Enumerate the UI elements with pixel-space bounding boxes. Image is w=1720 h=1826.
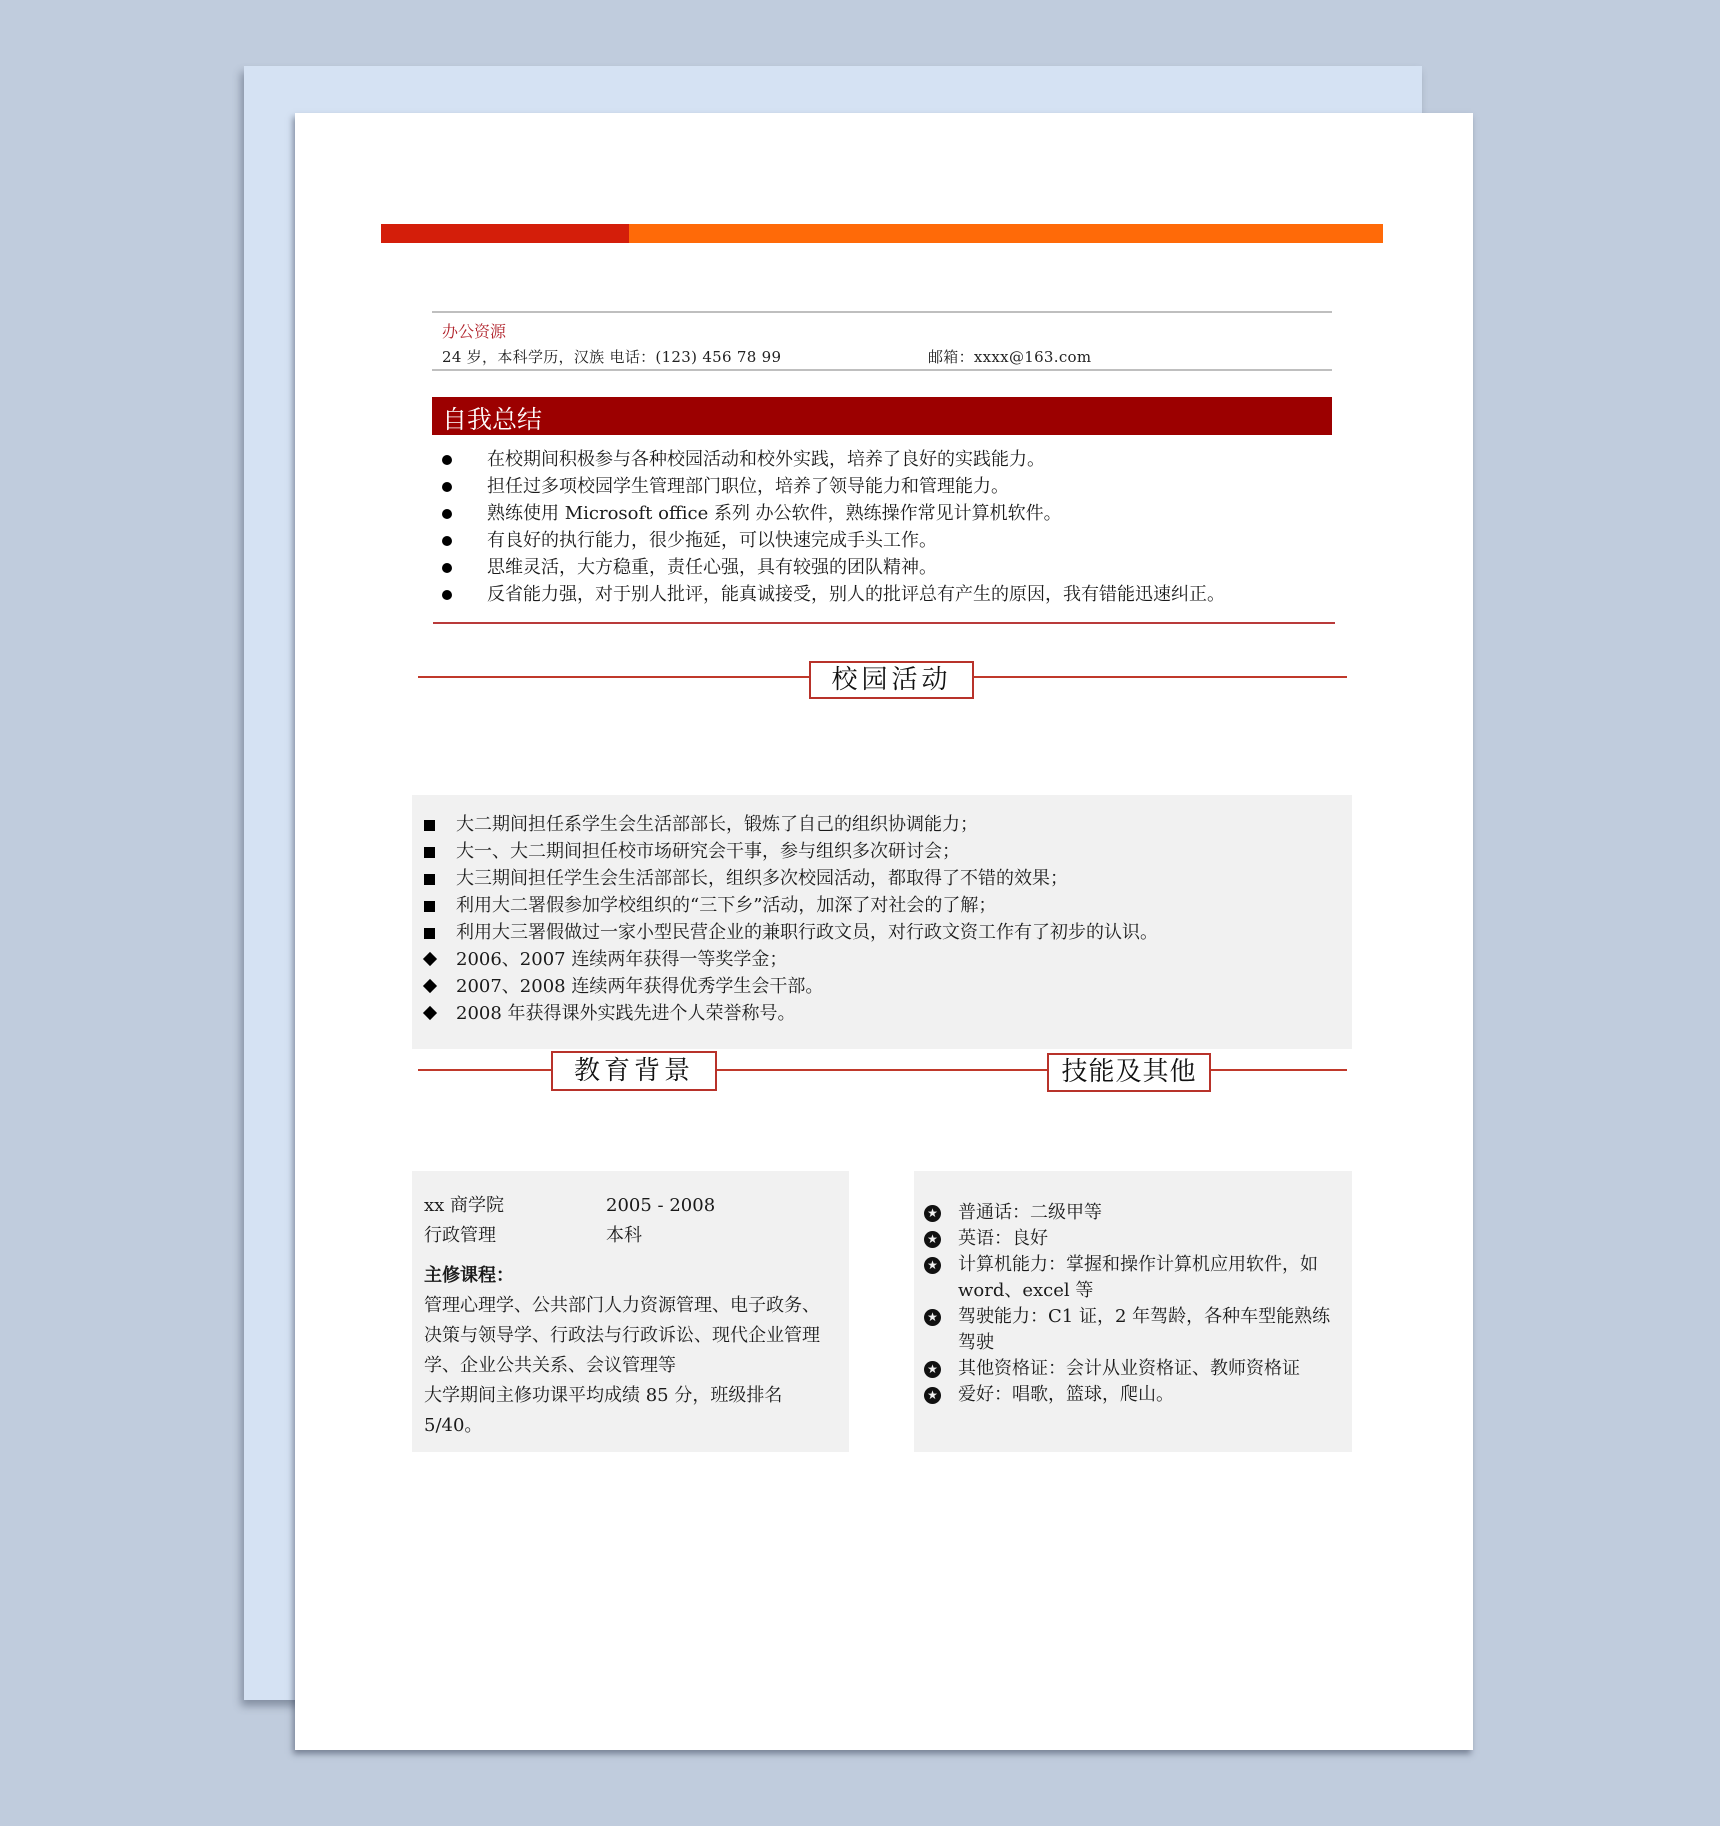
bullet-dot-icon xyxy=(442,536,452,546)
bullet-dot-icon xyxy=(442,509,452,519)
star-bullet-icon: ★ xyxy=(924,1309,941,1326)
square-bullet-icon xyxy=(424,820,435,831)
email-info: 邮箱：xxxx@163.com xyxy=(928,348,1092,366)
list-item: ★ 计算机能力：掌握和操作计算机应用软件，如 word、excel 等 xyxy=(914,1252,1344,1304)
summary-title-bar xyxy=(432,397,1332,435)
summary-title: 自我总结 xyxy=(442,405,543,434)
resume-page xyxy=(295,113,1473,1750)
edu-school-row xyxy=(424,1191,844,1221)
star-bullet-icon: ★ xyxy=(924,1205,941,1222)
courses-label: 主修课程： xyxy=(424,1265,514,1286)
list-item: 2006、2007 连续两年获得一等奖学金； xyxy=(412,946,1352,973)
list-item: ★ 英语：良好 xyxy=(914,1226,1344,1252)
school-years: 2005 - 2008 xyxy=(606,1195,716,1216)
major-name: 行政管理 xyxy=(424,1225,496,1246)
diamond-bullet-icon xyxy=(423,952,437,966)
bullet-dot-icon xyxy=(442,590,452,600)
skills-panel xyxy=(914,1171,1352,1452)
skills-section-tag xyxy=(1047,1053,1211,1092)
square-bullet-icon xyxy=(424,847,435,858)
summary-list xyxy=(441,446,1341,608)
grade-text: 大学期间主修功课平均成绩 85 分，班级排名 5/40。 xyxy=(424,1385,783,1436)
education-section-tag xyxy=(551,1051,717,1091)
list-item: ★ 爱好：唱歌，篮球，爬山。 xyxy=(914,1382,1344,1408)
list-item: 在校期间积极参与各种校园活动和校外实践，培养了良好的实践能力。 xyxy=(441,446,1341,473)
header-bottom-rule xyxy=(432,369,1332,371)
courses-text: 管理心理学、公共部门人力资源管理、电子政务、决策与领导学、行政法与行政诉讼、现代企业管理学、企业公共关系、会议管理等 xyxy=(424,1295,820,1376)
bullet-dot-icon xyxy=(442,455,452,465)
list-item: ★ 其他资格证：会计从业资格证、教师资格证 xyxy=(914,1356,1344,1382)
degree: 本科 xyxy=(606,1225,642,1246)
list-item: 反省能力强，对于别人批评，能真诚接受，别人的批评总有产生的原因，我有错能迅速纠正。 xyxy=(441,581,1341,608)
diamond-bullet-icon xyxy=(423,979,437,993)
star-bullet-icon: ★ xyxy=(924,1361,941,1378)
list-item: ★ 普通话：二级甲等 xyxy=(914,1200,1344,1226)
star-bullet-icon: ★ xyxy=(924,1257,941,1274)
list-item: 有良好的执行能力，很少拖延，可以快速完成手头工作。 xyxy=(441,527,1341,554)
skills-section-title: 技能及其他 xyxy=(1061,1057,1197,1087)
diamond-bullet-icon xyxy=(423,1006,437,1020)
campus-section-title: 校园活动 xyxy=(831,665,952,695)
list-item: 2008 年获得课外实践先进个人荣誉称号。 xyxy=(412,1000,1352,1027)
list-item: 思维灵活，大方稳重，责任心强，具有较强的团队精神。 xyxy=(441,554,1341,581)
education-section-title: 教育背景 xyxy=(573,1056,694,1086)
top-accent-bar-red xyxy=(381,224,629,243)
square-bullet-icon xyxy=(424,874,435,885)
bullet-dot-icon xyxy=(442,563,452,573)
list-item: 担任过多项校园学生管理部门职位，培养了领导能力和管理能力。 xyxy=(441,473,1341,500)
campus-activities-panel xyxy=(412,795,1352,1049)
square-bullet-icon xyxy=(424,901,435,912)
star-bullet-icon: ★ xyxy=(924,1387,941,1404)
list-item: 利用大三署假做过一家小型民营企业的兼职行政文员，对行政文资工作有了初步的认识。 xyxy=(412,919,1352,946)
list-item: ★ 驾驶能力：C1 证，2 年驾龄，各种车型能熟练驾驶 xyxy=(914,1304,1344,1356)
header-top-rule xyxy=(432,311,1332,313)
bullet-dot-icon xyxy=(442,482,452,492)
school-name: xx 商学院 xyxy=(424,1195,505,1216)
activities-list xyxy=(412,811,1352,1027)
star-bullet-icon: ★ xyxy=(924,1231,941,1248)
list-item: 利用大二署假参加学校组织的“三下乡”活动，加深了对社会的了解； xyxy=(412,892,1352,919)
edu-major-row xyxy=(424,1221,844,1251)
personal-info: 24 岁，本科学历，汉族 电话：(123) 456 78 99 xyxy=(442,348,782,366)
campus-section-tag xyxy=(809,661,974,699)
skills-list xyxy=(914,1200,1344,1408)
candidate-name: 办公资源 xyxy=(442,322,507,341)
list-item: 大一、大二期间担任校市场研究会干事，参与组织多次研讨会； xyxy=(412,838,1352,865)
list-item: 大三期间担任学生会生活部部长，组织多次校园活动，都取得了不错的效果； xyxy=(412,865,1352,892)
list-item: 2007、2008 连续两年获得优秀学生会干部。 xyxy=(412,973,1352,1000)
summary-bottom-rule xyxy=(433,622,1335,624)
education-panel xyxy=(412,1171,849,1452)
list-item: 熟练使用 Microsoft office 系列 办公软件，熟练操作常见计算机软件。 xyxy=(441,500,1341,527)
top-accent-bar-orange xyxy=(629,224,1383,243)
list-item: 大二期间担任系学生会生活部部长，锻炼了自己的组织协调能力； xyxy=(412,811,1352,838)
square-bullet-icon xyxy=(424,928,435,939)
